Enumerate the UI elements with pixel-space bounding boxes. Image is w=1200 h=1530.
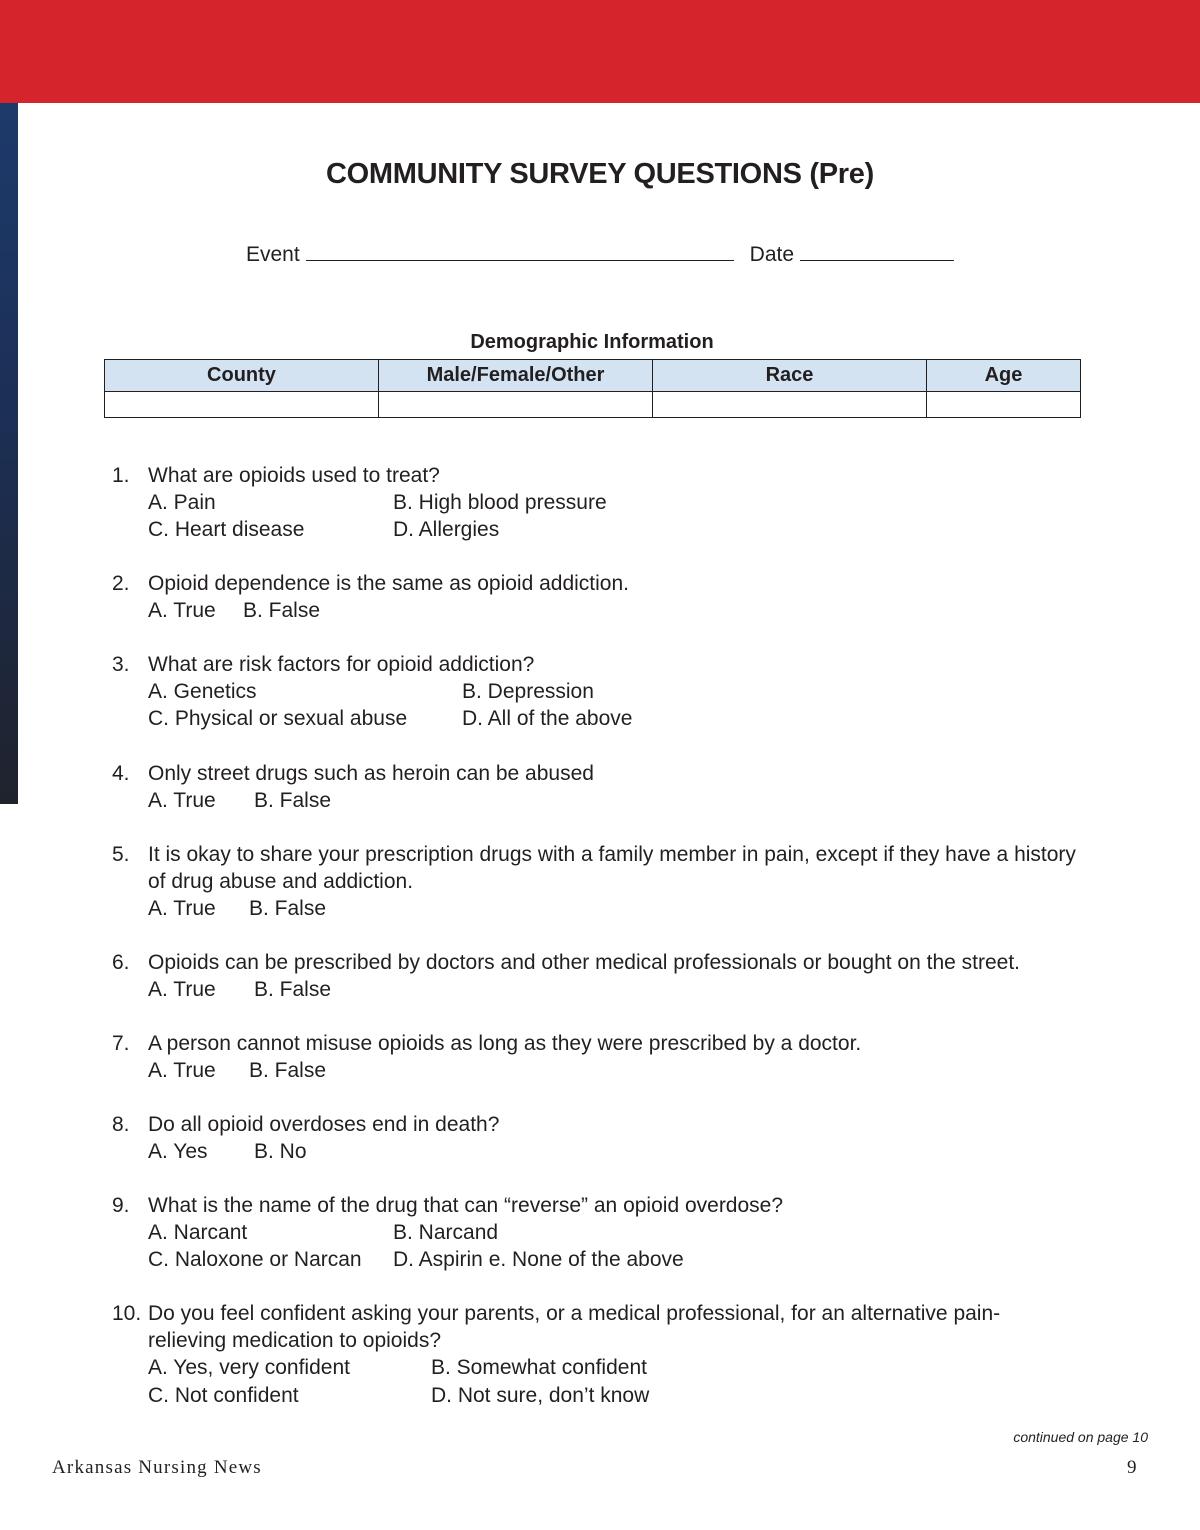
page-title: COMMUNITY SURVEY QUESTIONS (Pre) xyxy=(326,158,874,190)
race-cell[interactable] xyxy=(653,392,927,418)
page-number: 9 xyxy=(1127,1457,1137,1478)
question-number: 2. xyxy=(112,572,130,595)
question-7 xyxy=(112,1030,1112,1084)
answer-option[interactable]: B. False xyxy=(243,599,321,623)
question-text: A person cannot misuse opioids as long as they were prescribed by a doctor. xyxy=(148,1032,862,1055)
event-blank-line[interactable] xyxy=(306,240,734,261)
question-number: 1. xyxy=(112,464,130,487)
answer-option[interactable]: D. Allergies xyxy=(393,518,500,542)
question-number: 6. xyxy=(112,951,130,974)
question-number: 4. xyxy=(112,762,130,785)
answer-option[interactable]: A. True xyxy=(148,897,216,921)
answer-option[interactable]: B. False xyxy=(249,897,327,921)
answer-option[interactable]: B. Somewhat confident xyxy=(431,1356,647,1380)
question-text: Opioid dependence is the same as opioid addiction. xyxy=(148,572,629,595)
question-number: 3. xyxy=(112,653,130,676)
answer-option[interactable]: A. Genetics xyxy=(148,680,257,704)
answer-option[interactable]: A. True xyxy=(148,978,216,1002)
answer-options xyxy=(148,1354,1112,1408)
question-3 xyxy=(112,651,1112,733)
answer-option[interactable]: B. High blood pressure xyxy=(393,491,607,515)
demographics-header-row xyxy=(105,360,1081,392)
answer-option[interactable]: A. Yes, very confident xyxy=(148,1356,350,1380)
gender-cell[interactable] xyxy=(379,392,653,418)
answer-option[interactable]: A. Narcant xyxy=(148,1221,248,1245)
answer-option[interactable]: A. Pain xyxy=(148,491,216,515)
question-number: 5. xyxy=(112,843,130,866)
question-text: What are opioids used to treat? xyxy=(148,464,440,487)
demographics-table xyxy=(104,359,1081,418)
race-header: Race xyxy=(653,360,927,392)
answer-option[interactable]: A. True xyxy=(148,599,216,623)
question-text: It is okay to share your prescription drugs with a family member in pain, except if they have a history of drug abuse and addiction. xyxy=(148,843,1076,894)
event-date-row xyxy=(0,240,1200,267)
answer-options xyxy=(148,1219,1112,1273)
demographics-input-row xyxy=(105,392,1081,418)
answer-options xyxy=(148,787,1112,814)
question-text: What are risk factors for opioid addiction? xyxy=(148,653,535,676)
question-6 xyxy=(112,949,1112,1003)
question-text: Only street drugs such as heroin can be abused xyxy=(148,762,594,785)
answer-option[interactable]: B. False xyxy=(254,789,332,813)
answer-option[interactable]: B. No xyxy=(254,1140,307,1164)
answer-option[interactable]: B. False xyxy=(249,1059,327,1083)
question-text: What is the name of the drug that can “reverse” an opioid overdose? xyxy=(148,1194,784,1217)
answer-option[interactable]: A. True xyxy=(148,789,216,813)
answer-options xyxy=(148,489,1112,543)
answer-option[interactable]: C. Physical or sexual abuse xyxy=(148,707,408,731)
question-10 xyxy=(112,1300,1112,1409)
age-cell[interactable] xyxy=(927,392,1081,418)
event-label: Event xyxy=(245,243,300,266)
answer-options xyxy=(148,1138,1112,1165)
answer-option[interactable]: C. Naloxone or Narcan xyxy=(148,1248,362,1272)
question-number: 9. xyxy=(112,1194,130,1217)
answer-option[interactable]: D. All of the above xyxy=(462,707,633,731)
date-label: Date xyxy=(749,243,795,266)
header-color-bar xyxy=(0,0,1200,103)
county-cell[interactable] xyxy=(105,392,379,418)
answer-option[interactable]: B. Narcand xyxy=(393,1221,499,1245)
publication-name: Arkansas Nursing News xyxy=(52,1457,262,1478)
question-8 xyxy=(112,1111,1112,1165)
answer-options xyxy=(148,895,1112,922)
question-4 xyxy=(112,760,1112,814)
question-1 xyxy=(112,462,1112,544)
answer-option[interactable]: B. Depression xyxy=(462,680,594,704)
answer-option[interactable]: D. Aspirin e. None of the above xyxy=(393,1248,684,1272)
question-number: 7. xyxy=(112,1032,130,1055)
gender-header: Male/Female/Other xyxy=(379,360,653,392)
answer-options xyxy=(148,1057,1112,1084)
question-number: 10. xyxy=(112,1302,142,1325)
answer-option[interactable]: A. True xyxy=(148,1059,216,1083)
question-text: Do all opioid overdoses end in death? xyxy=(148,1113,500,1136)
answer-option[interactable]: B. False xyxy=(254,978,332,1002)
answer-options xyxy=(148,597,1112,624)
demographics-caption: Demographic Information xyxy=(470,331,714,353)
county-header: County xyxy=(105,360,379,392)
answer-option[interactable]: C. Heart disease xyxy=(148,518,305,542)
answer-option[interactable]: A. Yes xyxy=(148,1140,208,1164)
answer-option[interactable]: C. Not confident xyxy=(148,1383,299,1407)
answer-options xyxy=(148,678,1112,732)
answer-options xyxy=(148,976,1112,1003)
question-2 xyxy=(112,570,1112,624)
question-5 xyxy=(112,841,1112,923)
question-text: Opioids can be prescribed by doctors and other medical professionals or bought on the street. xyxy=(148,951,1021,974)
question-text: Do you feel confident asking your parents, or a medical professional, for an alternative pain-relieving medication to opioids? xyxy=(148,1302,1001,1353)
age-header: Age xyxy=(927,360,1081,392)
question-number: 8. xyxy=(112,1113,130,1136)
question-9 xyxy=(112,1192,1112,1274)
date-blank-line[interactable] xyxy=(800,240,954,261)
continued-note: continued on page 10 xyxy=(1013,1429,1148,1445)
side-decorative-strip xyxy=(0,103,18,804)
answer-option[interactable]: D. Not sure, don’t know xyxy=(431,1383,650,1407)
